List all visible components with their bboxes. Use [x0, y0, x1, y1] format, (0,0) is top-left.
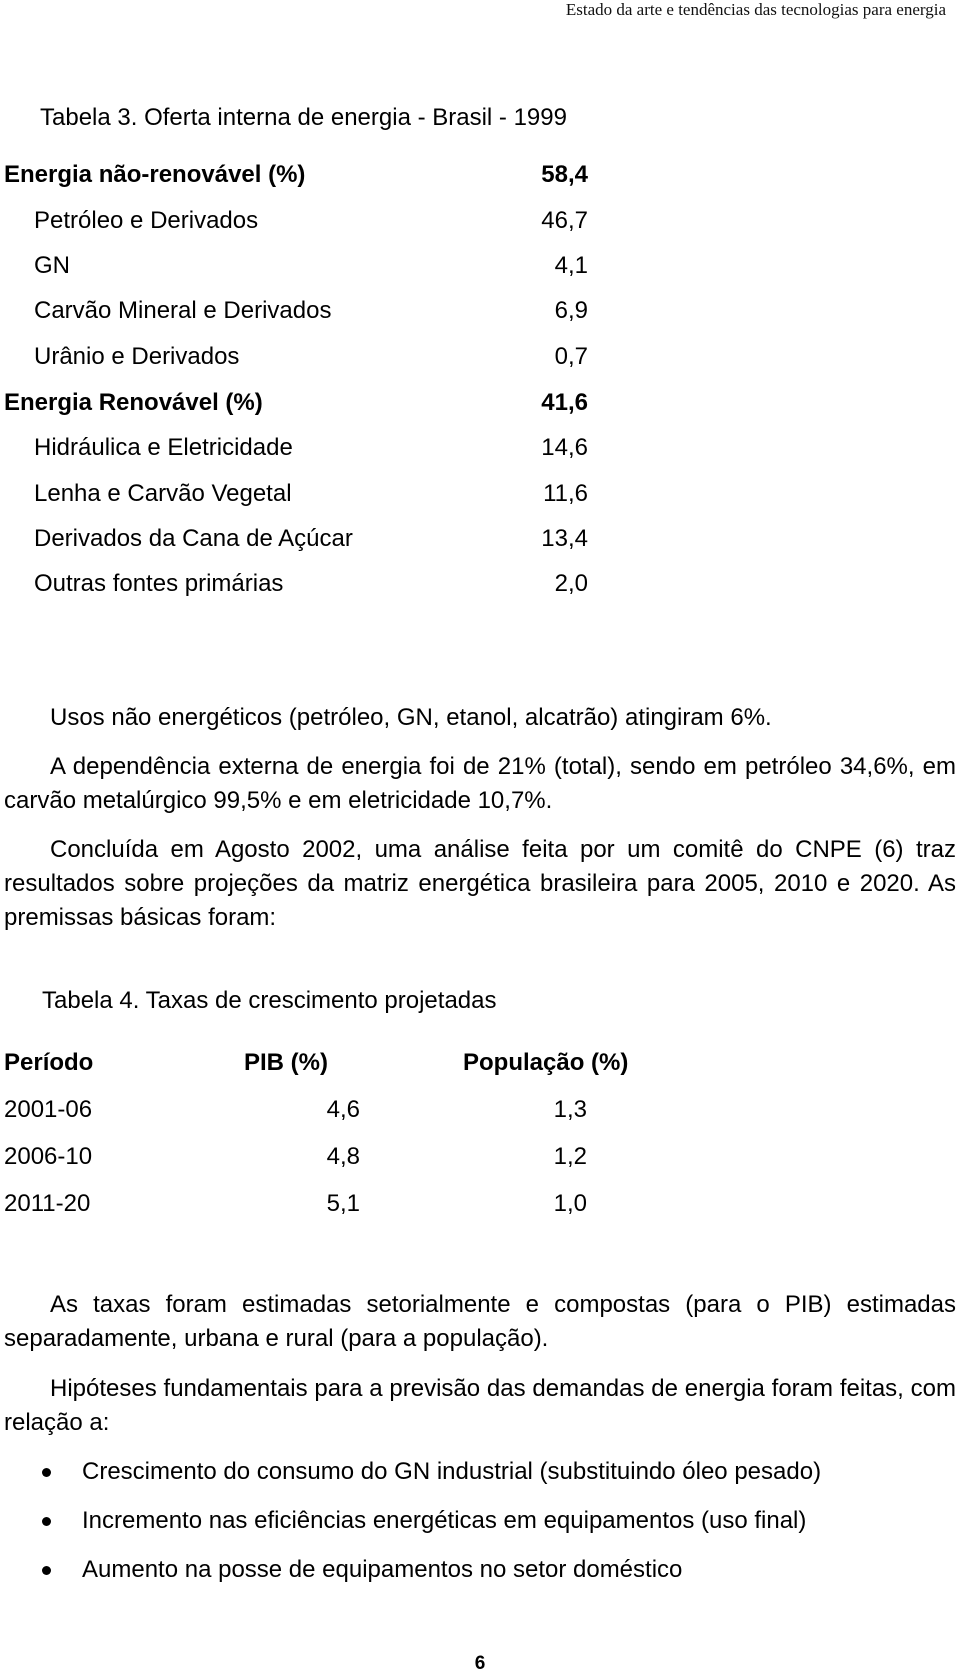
table-3-row-value: 46,7 [541, 207, 588, 234]
table-3-row-label: GN [34, 252, 70, 279]
table-3-row-label: Derivados da Cana de Açúcar [34, 525, 353, 552]
table-3-row-label: Carvão Mineral e Derivados [34, 297, 332, 324]
table-3-row-value: 4,1 [554, 252, 588, 279]
paragraph: A dependência externa de energia foi de 21% (total), sendo em petróleo 34,6%, em carvão metalúrgico 99,5% e em eletricidade 10,7%. [4, 753, 956, 814]
page-number: 6 [474, 1653, 486, 1674]
running-header: Estado da arte e tendências das tecnologias para energia [565, 0, 946, 19]
table-4-header-gdp: PIB (%) [244, 1049, 328, 1076]
table-3-row-value: 6,9 [554, 297, 588, 324]
table-4-cell: 1,2 [553, 1143, 587, 1170]
table-3-row-value: 11,6 [543, 480, 588, 507]
table-4-cell: 4,8 [326, 1143, 360, 1170]
table-3-row-label: Petróleo e Derivados [34, 207, 259, 234]
table-4-header-population: População (%) [463, 1049, 629, 1076]
table-3-caption: Tabela 3. Oferta interna de energia - Brasil - 1999 [40, 104, 567, 131]
table-4-cell: 2006-10 [4, 1143, 93, 1170]
list-item: Crescimento do consumo do GN industrial (substituindo óleo pesado) [82, 1458, 822, 1485]
table-4-header-period: Período [4, 1049, 94, 1076]
table-3-row-label: Energia Renovável (%) [4, 389, 263, 416]
paragraph: Usos não energéticos (petróleo, GN, etanol, alcatrão) atingiram 6%. [50, 704, 772, 731]
table-4-cell: 5,1 [326, 1190, 360, 1217]
table-3-row-label: Lenha e Carvão Vegetal [34, 480, 292, 507]
list-item: Incremento nas eficiências energéticas em equipamentos (uso final) [82, 1507, 807, 1534]
table-4-cell: 1,0 [553, 1190, 587, 1217]
list-item: Aumento na posse de equipamentos no setor doméstico [82, 1556, 683, 1583]
table-3-row-label: Urânio e Derivados [34, 343, 240, 370]
table-3-row-value: 13,4 [541, 525, 588, 552]
table-3-row-value: 58,4 [541, 161, 588, 188]
table-4-cell: 4,6 [326, 1096, 360, 1123]
bullet-icon [42, 1566, 51, 1575]
table-3-row-value: 14,6 [541, 434, 588, 461]
table-4-cell: 1,3 [553, 1096, 587, 1123]
table-4-caption: Tabela 4. Taxas de crescimento projetadas [42, 987, 497, 1014]
table-3-row-label: Energia não-renovável (%) [4, 161, 306, 188]
table-3-row-label: Outras fontes primárias [34, 570, 284, 597]
table-4-cell: 2001-06 [4, 1096, 93, 1123]
paragraph: Hipóteses fundamentais para a previsão das demandas de energia foram feitas, com relação a: [4, 1375, 956, 1436]
bullet-icon [42, 1517, 51, 1526]
paragraph: Concluída em Agosto 2002, uma análise feita por um comitê do CNPE (6) traz resultados sobre projeções da matriz energética brasileira para 2005, 2010 e 2020. As premissas básicas foram: [4, 836, 956, 931]
table-3-row-value: 41,6 [541, 389, 588, 416]
table-4-cell: 2011-20 [4, 1190, 91, 1217]
bullet-icon [42, 1468, 51, 1477]
table-3-row-label: Hidráulica e Eletricidade [34, 434, 293, 461]
paragraph: As taxas foram estimadas setorialmente e compostas (para o PIB) estimadas separadamente, urbana e rural (para a população). [4, 1291, 956, 1352]
table-3-row-value: 2,0 [554, 570, 588, 597]
table-3-row-value: 0,7 [554, 343, 588, 370]
